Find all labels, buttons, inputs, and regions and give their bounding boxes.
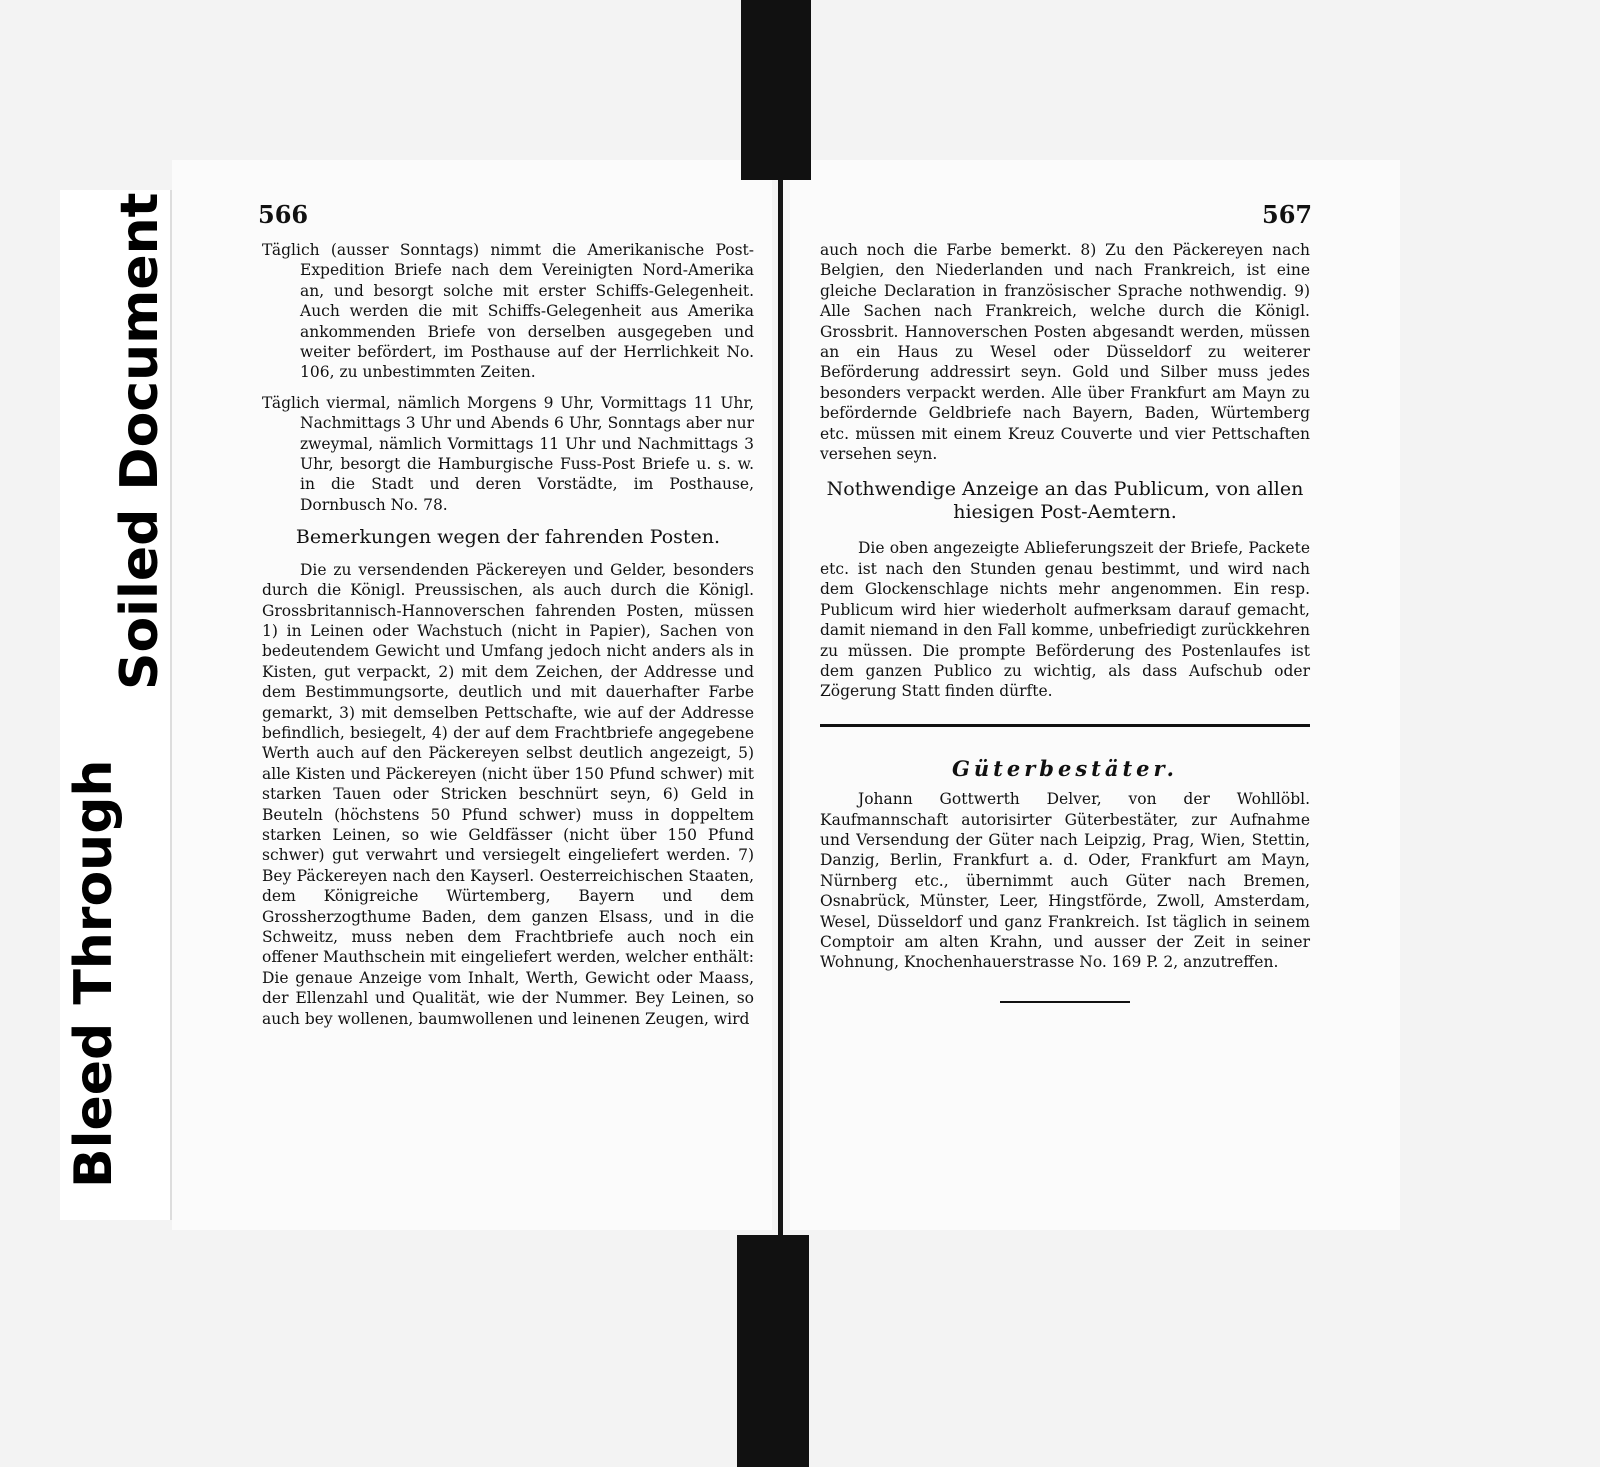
paragraph-continuation: auch noch die Farbe bemerkt. 8) Zu den Päckereyen nach Belgien, den Niederlanden und nach Frankreich, ist eine gleiche Declaration in französischer Sprache nothwendig. 9) Alle Sachen nach Frankreich, welche durch die Königl. Grossbrit. Hannoverschen Posten abgesandt werden, müssen an ein Haus zu Wesel oder Düsseldorf zu weiterer Beförderung addressirt seyn. Gold und Silber muss jedes besonders verpackt werden. Alle über Frankfurt am Mayn zu befördernde Geldbriefe nach Bayern, Baden, Würtemberg etc. müssen mit einem Kreuz Couverte und vier Pettschaften versehen seyn. [820,241,1310,464]
section-heading-notice: Nothwendige Anzeige an das Publicum, von allen hiesigen Post-Aemtern. [826,478,1304,524]
right-text-column [820,240,1310,1003]
paragraph-goods-agent: Johann Gottwerth Delver, von der Wohllöbl. Kaufmannschaft autorisirter Güterbestäter, zur Aufnahme und Versendung der Güter nach Leipzig, Prag, Wien, Stettin, Danzig, Berlin, Frankfurt a. d. Oder, Frankfurt am Mayn, Nürnberg etc., übernimmt auch Güter nach Bremen, Osnabrück, Münster, Leer, Hingstförde, Zwoll, Amsterdam, Wesel, Düsseldorf und ganz Frankreich. Ist täglich in seinem Comptoir am alten Krahn, und ausser der Zeit in seiner Wohnung, Knochenhauerstrasse No. 169 P. 2, anzutreffen. [820,790,1310,972]
page-number-left: 566 [258,200,309,229]
paragraph-packages: Die zu versendenden Päckereyen und Gelder, besonders durch die Königl. Preussischen, als auch durch die Königl. Grossbritannisch-Hannoverschen fahrenden Posten, müssen 1) in Leinen oder Wachstuch (nicht in Papier), Sachen von bedeutendem Gewicht und Umfang jedoch nicht anders als in Kisten, gut verpackt, 2) mit dem Zeichen, der Addresse und dem Bestimmungsorte, deutlich und mit dauerhafter Farbe gemarkt, 3) mit demselben Pettschafte, wie auf der Addresse befindlich, besiegelt, 4) der auf dem Frachtbriefe angegebene Werth auch auf den Päckereyen selbst deutlich angezeigt, 5) alle Kisten und Päckereyen (nicht über 150 Pfund schwer) mit starken Tauen oder Stricken beschnürt seyn, 6) Geld in Beuteln (höchstens 50 Pfund schwer) muss in doppeltem starken Leinen, so wie Geldfässer (nicht über 150 Pfund schwer) gut verwahrt und versiegelt eingeliefert werden. 7) Bey Päckereyen nach den Kayserl. Oesterreichischen Staaten, dem Königreiche Würtemberg, Bayern und dem Grossherzogthume Baden, dem ganzen Elsass, und in die Schweitz, muss neben dem Frachtbriefe auch noch ein offener Mauthschein mit eingeliefert werden, welcher enthält: Die genaue Anzeige vom Inhalt, Werth, Gewicht oder Maass, der Ellenzahl und Qualität, wie der Nummer. Bey Leinen, so auch bey wollenen, baumwollenen und leinenen Zeugen, wird [262,560,754,1028]
paragraph-foot-post: Täglich viermal, nämlich Morgens 9 Uhr, Vormittags 11 Uhr, Nachmittags 3 Uhr und Abends 6 Uhr, Sonntags aber nur zweymal, nämlich Vormittags 11 Uhr und Nachmittags 3 Uhr, besorgt die Hamburgische Fuss-Post Briefe u. s. w. in die Stadt und deren Vorstädte, im Posthause, Dornbusch No. 78. [262,393,754,514]
binding-clamp-top [741,0,811,180]
section-heading-posts: Bemerkungen wegen der fahrenden Posten. [295,526,721,549]
soiled-document-label: Soiled Document [110,192,170,690]
binding-clamp-bottom [737,1235,809,1467]
section-heading-goods: Güterbestäter. [951,755,1178,781]
paragraph-notice: Die oben angezeigte Ablieferungszeit der Briefe, Packete etc. ist nach den Stunden genau bestimmt, und wird nach dem Glockenschlage nichts mehr angenommen. Ein resp. Publicum wird hier wiederholt aufmerksam darauf gemacht, damit niemand in den Fall komme, unbefriedigt zurückkehren zu müssen. Die prompte Beförderung des Postenlaufes ist dem ganzen Publico zu wichtig, als dass Aufschub oder Zögerung Statt finden dürfte. [820,539,1310,701]
section-divider [820,724,1310,727]
end-rule [1000,1001,1130,1003]
page-number-right: 567 [1262,200,1313,229]
left-text-column [262,240,754,1039]
paragraph-american-post: Täglich (ausser Sonntags) nimmt die Amerikanische Post-Expedition Briefe nach dem Vereinigten Nord-Amerika an, und besorgt solche mit erster Schiffs-Gelegenheit. Auch werden die mit Schiffs-Gelegenheit aus Amerika ankommenden Briefe von derselben ausgegeben und weiter befördert, im Posthause auf der Herrlichkeit No. 106, zu unbestimmten Zeiten. [262,241,754,382]
book-gutter [778,175,783,1235]
bleed-through-label: Bleed Through [64,759,124,1188]
